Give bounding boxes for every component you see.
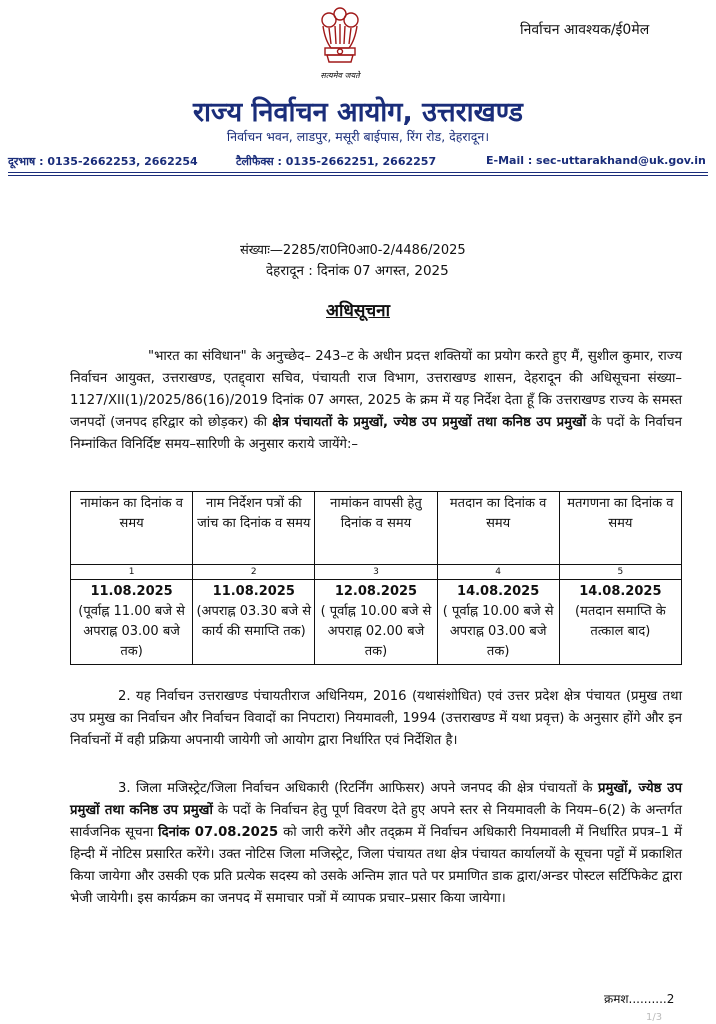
table-header-cell: मतदान का दिनांक व समय — [437, 492, 559, 565]
column-number: 4 — [437, 565, 559, 580]
fax-number: टैलीफैक्स : 0135-2662251, 2662257 — [236, 155, 437, 168]
paragraph-3-emphasis: प्रमुखों, ज्येष्ठ उप प्रमुखों तथा कनिष्ठ उप प्रमुखों — [70, 781, 682, 818]
classification-label: निर्वाचन आवश्यक/ई0मेल — [520, 22, 650, 38]
schedule-time: (पूर्वाह्न 11.00 बजे से अपराह्न 03.00 बजे तक) — [78, 604, 185, 659]
paragraph-3-text-end: को जारी करेंगे और तद्क्रम में निर्वाचन अधिकारी नियमावली में निर्धारित प्रपत्र–1 में हिन्दी में नोटिस प्रसारित करेंगे। उक्त नोटिस जिला मजिस्ट्रेट, जिला पंचायत तथा क्षेत्र पंचायत कार्यालयों के सूचना पट्टों में प्रकाशित किया जायेगा और उसकी एक प्रति प्रत्येक सदस्य को उसके अन्तिम ज्ञात पते पर प्रमाणित डाक द्वारा/अन्डर पोस्टल सर्टिफिकेट द्वारा भेजी जायेगी। इस कार्यक्रम का जनपद में समाचार पत्रों में व्यापक प्रचार–प्रसार किया जायेगा। — [70, 825, 683, 906]
header-divider-thin — [8, 175, 708, 176]
paragraph-1-text: "भारत का संविधान" के अनुच्छेद– 243–ट के अधीन प्रदत्त शक्तियों का प्रयोग करते हुए मैं, सुशील कुमार, राज्य निर्वाचन आयुक्त, उत्तराखण्ड, एतद्द्वारा सचिव, पंचायती राज विभाग, उत्तराखण्ड शासन, देहरादून की अधिसूचना संख्या–1127/XII(1)/2025/86(16)/2019 दिनांक 07 अगस्त, 2025 के क्रम में यह निर्देश देता हूँ कि उत्तराखण्ड राज्य के समस्त जनपदों (जनपद हरिद्वार को छोड़कर) की — [70, 349, 682, 430]
schedule-date: 12.08.2025 — [334, 584, 418, 599]
column-number: 5 — [559, 565, 681, 580]
schedule-date: 14.08.2025 — [579, 584, 662, 599]
election-schedule-table — [70, 491, 682, 665]
schedule-date: 11.08.2025 — [212, 584, 295, 599]
organization-title: राज्य निर्वाचन आयोग, उत्तराखण्ड — [192, 97, 523, 128]
table-cell — [315, 580, 437, 665]
paragraph-3-date: दिनांक 07.08.2025 — [158, 825, 279, 840]
organization-address: निर्वाचन भवन, लाडपुर, मसूरी बाईपास, रिंग रोड, देहरादून। — [226, 129, 490, 144]
table-header-cell: नाम निर्देशन पत्रों की जांच का दिनांक व समय — [193, 492, 315, 565]
table-cell — [437, 580, 559, 665]
table-cell — [71, 580, 193, 665]
paragraph-3 — [70, 778, 682, 910]
paragraph-2: 2. यह निर्वाचन उत्तराखण्ड पंचायतीराज अधिनियम, 2016 (यथासंशोधित) एवं उत्तर प्रदेश क्षेत्र पंचायत (प्रमुख तथा उप प्रमुख का निर्वाचन और निर्वाचन विवादों का निपटारा) नियमावली, 1994 (उत्तराखण्ड में यथा प्रवृत्त) के अनुसार होंगे और इन निर्वाचनों में वही प्रक्रिया अपनायी जायेगी जो आयोग द्वारा निर्धारित एवं निर्देशित है। — [70, 689, 682, 748]
emblem-motto: सत्यमेव जयते — [320, 71, 360, 80]
page-number: 1/3 — [646, 1012, 663, 1023]
schedule-time: (मतदान समाप्ति के तत्काल बाद) — [575, 604, 666, 639]
schedule-time: (अपराह्न 03.30 बजे से कार्य की समाप्ति तक) — [196, 604, 312, 639]
table-header-cell: मतगणना का दिनांक व समय — [559, 492, 681, 565]
header-divider — [8, 172, 708, 173]
email-address: E-Mail : sec-uttarakhand@uk.gov.in — [486, 154, 706, 167]
table-number-row — [71, 565, 682, 580]
table-header-row — [71, 492, 682, 565]
schedule-date: 14.08.2025 — [457, 584, 540, 599]
table-cell — [559, 580, 681, 665]
table-header-cell: नामांकन का दिनांक व समय — [71, 492, 193, 565]
schedule-date: 11.08.2025 — [90, 584, 173, 599]
paragraph-1-text-end: के पदों के निर्वाचन निम्नांकित विनिर्दिष्ट समय–सारिणी के अनुसार कराये जायेंगे:– — [70, 415, 682, 452]
paragraph-1 — [70, 346, 682, 456]
table-header-cell: नामांकन वापसी हेतु दिनांक व समय — [315, 492, 437, 565]
continued-marker: क्रमश..........2 — [604, 992, 675, 1006]
schedule-time: ( पूर्वाह्न 10.00 बजे से अपराह्न 02.00 बजे तक) — [320, 604, 432, 659]
notice-title: अधिसूचना — [326, 301, 390, 321]
paragraph-1-emphasis: क्षेत्र पंचायतों के प्रमुखों, ज्येष्ठ उप प्रमुखों तथा कनिष्ठ उप प्रमुखों — [272, 415, 587, 430]
paragraph-3-text-mid: के पदों के निर्वाचन हेतु पूर्ण विवरण देते हुए अपने स्तर से नियमावली के नियम–6(2) के अन्तर्गत सार्वजनिक सूचना — [70, 803, 683, 840]
paragraph-3-text: 3. जिला मजिस्ट्रेट/जिला निर्वाचन अधिकारी (रिटर्निंग आफिसर) अपने जनपद की क्षेत्र पंचायतों के — [118, 781, 598, 796]
table-row — [71, 580, 682, 665]
phone-number: दूरभाष : 0135-2662253, 2662254 — [8, 155, 198, 168]
column-number: 1 — [71, 565, 193, 580]
issue-date: देहरादून : दिनांक 07 अगस्त, 2025 — [266, 263, 449, 279]
reference-number: संख्याः—2285/रा0नि0आ0-2/4486/2025 — [240, 243, 466, 258]
table-cell — [193, 580, 315, 665]
column-number: 3 — [315, 565, 437, 580]
column-number: 2 — [193, 565, 315, 580]
schedule-time: ( पूर्वाह्न 10.00 बजे से अपराह्न 03.00 बजे तक) — [442, 604, 554, 659]
